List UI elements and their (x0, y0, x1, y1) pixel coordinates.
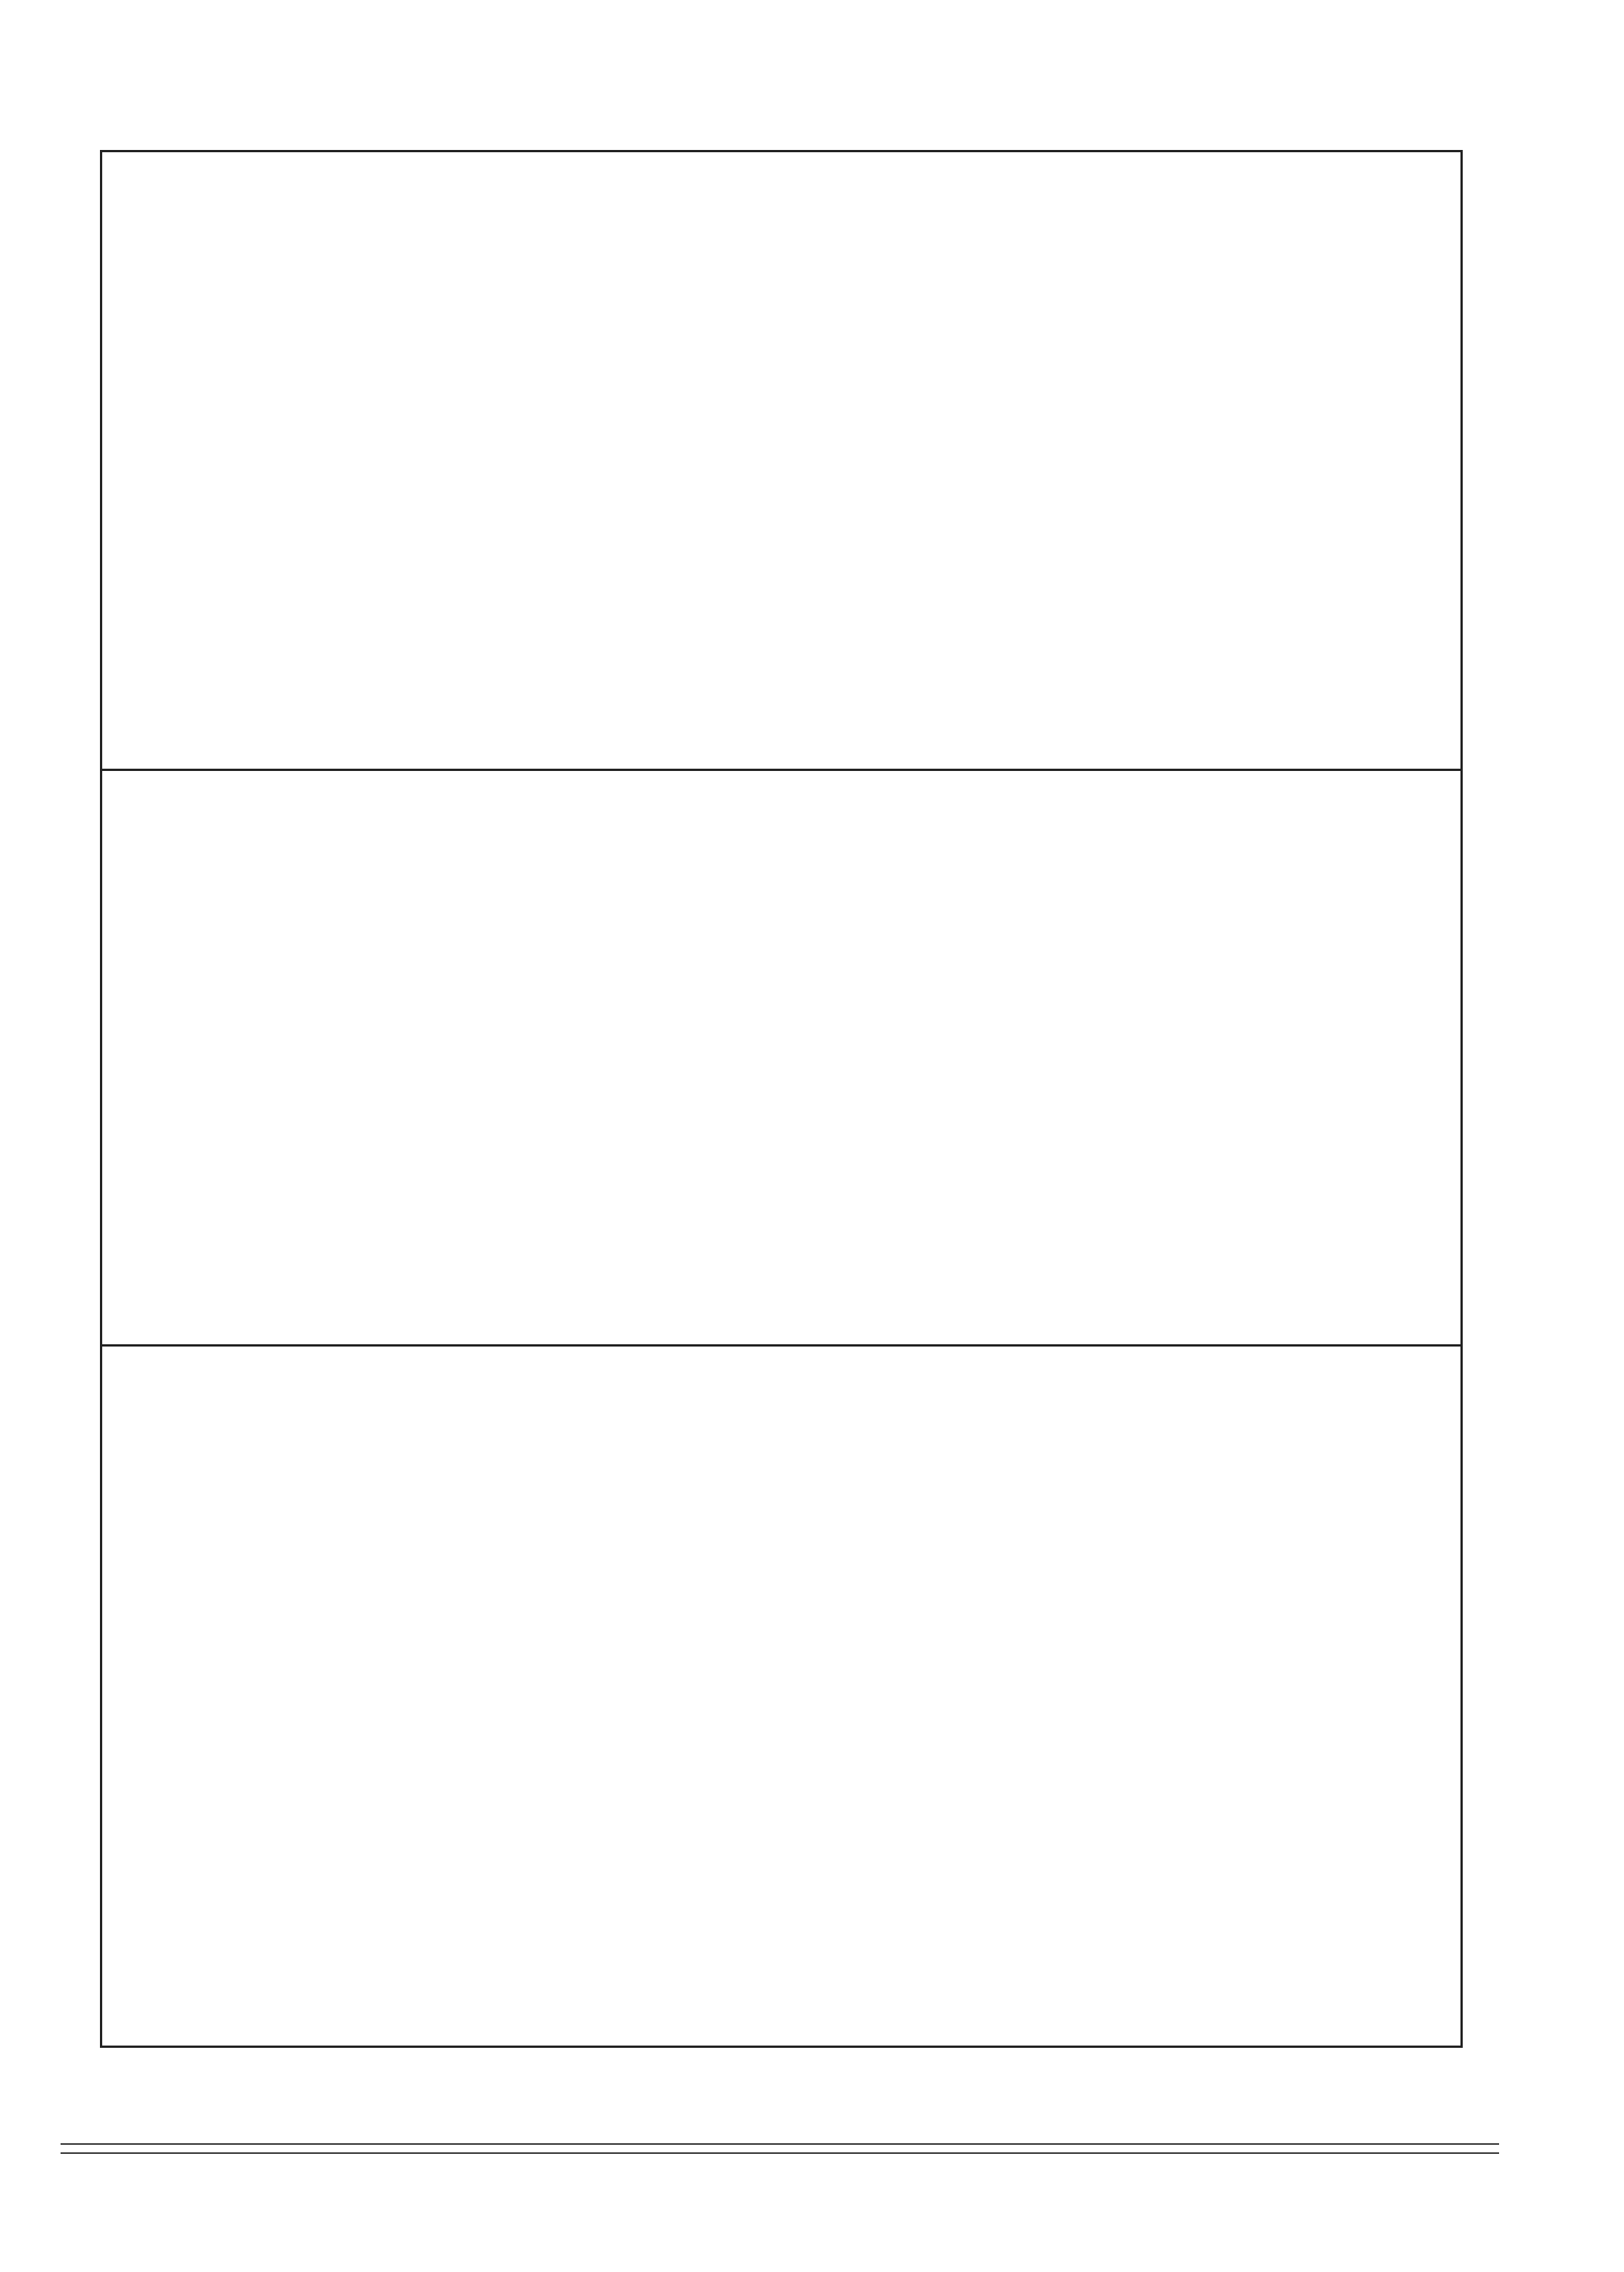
top-text-block (114, 159, 1454, 761)
bottom-text-block (114, 1352, 1454, 2037)
section-divider-1 (100, 769, 1463, 771)
bottom-rule-1 (61, 2143, 1499, 2145)
section-divider-2 (100, 1344, 1463, 1347)
middle-text-block (114, 776, 1454, 1337)
bottom-rule-2 (61, 2152, 1499, 2154)
